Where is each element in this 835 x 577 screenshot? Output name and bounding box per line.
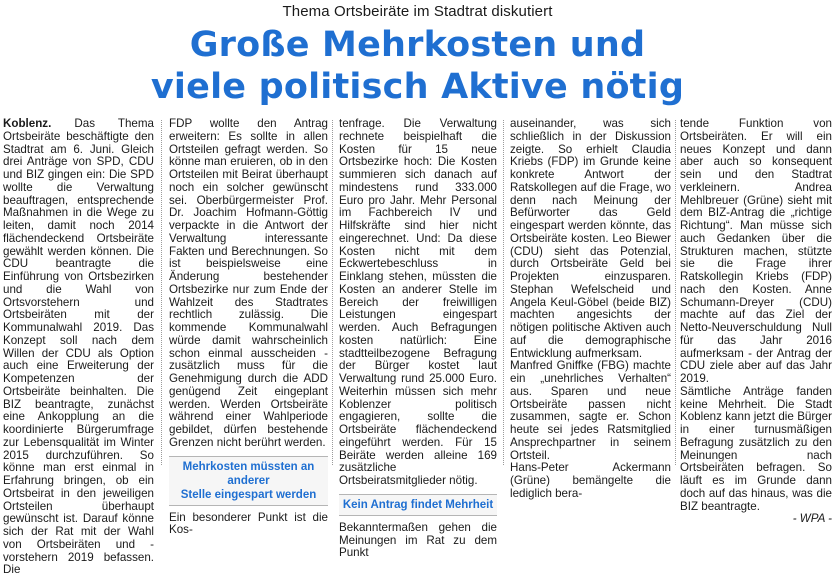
author-credit: - WPA -: [792, 512, 832, 526]
article-paragraph: auseinander, was sich schließlich in der Diskussion zeigte. So erhielt Claudia Kriebs (FDP) im Grunde keine konkrete Antwort der Ratskollegen auf die Frage, wo denn nach Meinung der Befürworter das Geld eingespart werden könnte, das Ortsbeiräte kosten. Leo Biewer (CDU) sieht das Potenzial, durch Ortsbeiräte Geld bei Projekten einzusparen. Stephan Wefelscheid und Angela Keul-Göbel (beide BIZ) machten angesichts der nötigen politische Aktiven auch auf die demographische Entwicklung aufmerksam.: [510, 117, 671, 360]
article-paragraph: Ein besonderer Punkt ist die Kos-: [169, 510, 328, 537]
article-paragraph: FDP wollte den Antrag erweitern: Es sollte in allen Ortsteilen gefragt werden. So könne man eruieren, ob in den Ortsteilen mit Beirat überhaupt noch ein solcher gewünscht sei. Oberbürgermeister Prof. Dr. Joachim Hofmann-Göttig verpackte in die Antwort der Verwaltung interessante Fakten und Berechnungen. So ist beispielsweise eine Änderung bestehender Ortsbezirke nur zum Ende der Wahlzeit des Stadtrates rechtlich zulässig. Die kommende Kommunalwahl würde damit wahrscheinlich schon einmal ausscheiden - zusätzlich muss für die Genehmigung durch die ADD genügend Zeit eingeplant werden. Werden Ortsbeiräte während einer Wahlperiode gebildet, dürfen bestehende Grenzen nicht berührt werden.: [169, 117, 328, 449]
article-column-4: [510, 117, 671, 500]
article-column-3: [339, 117, 497, 560]
article-column-1: [3, 117, 154, 577]
subheading-line-1: Mehrkosten müssten an anderer: [182, 460, 315, 487]
headline: [0, 24, 835, 108]
article-column-5: [680, 117, 832, 526]
article-paragraph: tenfrage. Die Verwaltung rechnete beispielhaft die Kosten für 15 neue Ortsbezirke hoch: Die Kosten summieren sich danach auf mindestens rund 333.000 Euro pro Jahr. Mehr Personal im Fachbereich IV und Hilfskräfte sind hier nicht eingerechnet. Und: Da diese Kosten nicht mit dem Eckwertebeschluss in Einklang stehen, müssten die Kosten an anderer Stelle im Bereich der freiwilligen Leistungen eingespart werden. Auch Befragungen kosten natürlich: Eine stadtteilbezogene Befragung der Bürger kostet laut Verwaltung rund 25.000 Euro. Weiterhin müssen sich mehr Koblenzer politisch engagieren, sollte die Ortsbeiräte flächendeckend eingeführt werden. Für 15 Beiräte werden alleine 169 zusätzliche Ortsbeiratsmitglieder nötig.: [339, 117, 497, 487]
article-paragraph: Sämtliche Anträge fanden keine Mehrheit. Die Stadt Koblenz kann jetzt die Bürger in einer turnusmäßigen Befragung zusätzlich zu den Meinungen nach Ortsbeiräten befragen. So läuft es im Grunde dann doch auf das hinaus, was die BIZ beantragte.: [680, 384, 832, 513]
paragraph-text: Das Thema Ortsbeiräte beschäftigte den Stadtrat am 6. Juni. Gleich drei Anträge von SPD, CDU und BIZ gingen ein: Die SPD wollte die Verwaltung beauftragen, entsprechende Maßnahmen in die Wege zu leiten, damit noch 2014 flächendeckend Ortsbeiräte gewählt werden können. Die CDU beantragte die Einführung von Ortsbezirken und die Wahl von Ortsvorstehern und Ortsbeiräten mit der Kommunalwahl 2019. Das Konzept soll nach dem Willen der CDU als Option auch eine Erweiterung der Kompetenzen der Ortsbeiräte beinhalten. Die BIZ beantragte, zunächst eine Ankopplung an die koordinierte Bürgerumfrage zur Lebensqualität im Winter 2015 durchzuführen. So könne man erst einmal in Erfahrung bringen, ob ein Ortsbeirat in den jeweiligen Ortsteilen überhaupt gewünscht ist. Darauf könne sich der Rat mit der Wahl von Ortsbeiräten und -vorstehern 2019 befassen. Die: [3, 117, 154, 577]
subheading: [169, 456, 328, 506]
kicker: Thema Ortsbeiräte im Stadtrat diskutiert: [282, 3, 553, 20]
article-paragraph: Hans-Peter Ackermann (Grüne) bemängelte die lediglich bera-: [510, 461, 671, 500]
article-column-2: [169, 117, 328, 537]
article-paragraph: [3, 118, 154, 577]
subheading: Kein Antrag findet Mehrheit: [339, 494, 497, 516]
article-paragraph: Manfred Gniffke (FBG) machte ein „unehrliches Verhalten“ aus. Sparen und neue Ortsbeiräte passen nicht zusammen, sagte er. Schon heute sei jedes Ratsmitglied Ansprechpartner in seinem Ortsteil.: [510, 359, 671, 462]
dateline: Koblenz.: [3, 117, 52, 130]
article-paragraph: Bekanntermaßen gehen die Meinungen im Rat zu dem Punkt: [339, 520, 497, 560]
article-body: [0, 117, 835, 577]
article-paragraph: tende Funktion von Ortsbeiräten. Er will ein neues Konzept und dann aber auch so konsequent sein und den Stadtrat verkleinern. Andrea Mehlbreuer (Grüne) sieht mit dem BIZ-Antrag die „richtige Richtung“. Man müsse sich auch Gedanken über die Strukturen machen, stützte sie die Frage ihrer Ratskollegin Kriebs (FDP) nach den Kosten. Anne Schumann-Dreyer (CDU) machte auf das Ziel der Netto-Neuverschuldung Null für das Jahr 2016 aufmerksam - der Antrag der CDU ziele aber auf das Jahr 2019.: [680, 117, 832, 385]
subheading-line-2: Stelle eingespart werden: [180, 488, 317, 501]
headline-line-1: Große Mehrkosten und: [189, 25, 646, 65]
headline-line-2: viele politisch Aktive nötig: [150, 67, 685, 107]
